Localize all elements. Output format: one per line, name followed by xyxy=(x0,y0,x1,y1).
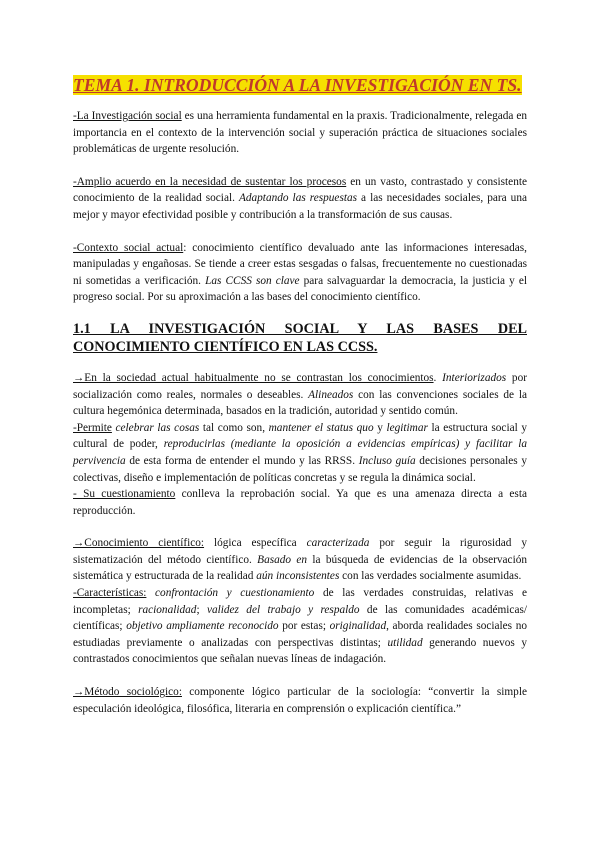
paragraph-caracteristicas: -Características: confrontación y cuestionamiento de las verdades construidas, relativas e incompletas; racionalidad; validez del trabajo y respaldo de las comunidades académicas/ científicas; objetivo ampliamente reconocido por estas; originalidad, aborda realidades sociales no estudiadas previamente o analizadas con perspectivas distintas; utilidad generando nuevos y contrastados conocimientos que señalan nuevas líneas de indagación. xyxy=(73,587,528,666)
paragraph-metodo-sociologico: →Método sociológico: componente lógico particular de la sociología: “convertir la simple especulación ideológica, filosófica, literaria en comprensión o explicación científica.” xyxy=(73,686,527,715)
paragraph-investigacion-social: -La Investigación social es una herramienta fundamental en la praxis. Tradicionalmente, relegada en importancia en el contexto de la intervención social y superación práctica de situaciones sociales problemáticas de urgente resolución. xyxy=(73,110,527,156)
paragraph-contexto-social: -Contexto social actual: conocimiento científico devaluado ante las informaciones interesadas, manipuladas y engañosas. Se tiende a creer estas sesgadas o falsas, frecuentemente no cuestionadas ni sometidas a verificación. Las CCSS son clave para salvaguardar la democracia, la justicia y el progreso social. Por su aproximación a las bases del conocimiento científico. xyxy=(73,241,527,304)
paragraph-permite: -Permite celebrar las cosas tal como son, mantener el status quo y legitimar la estructura social y cultural de poder, reproducirlas (mediante la oposición a evidencias empíricas) y facilitar la pervivencia de esta forma de entender el mundo y las RRSS. Incluso guía decisiones personales y colectivas, diseño e implementación de políticas concretas y se regula la dinámica social. xyxy=(73,421,527,484)
document-page xyxy=(73,68,527,717)
paragraph-sociedad-actual: →En la sociedad actual habitualmente no se contrastan los conocimientos. Interiorizados por socialización como reales, normales o deseables. Alineados con las convenciones sociales de la cultura hegemónica determinada, basados en la tradición, autoridad y sentido común. xyxy=(73,371,527,418)
paragraph-conocimiento-cientifico: →Conocimiento científico: lógica específica caracterizada por seguir la rigurosidad y sistematización del método científico. Basado en la búsqueda de evidencias de la observación sistemática y estructurada de la realidad aún inconsistentes con las verdades socialmente asumidas. xyxy=(73,537,528,583)
paragraph-cuestionamiento: - Su cuestionamiento conlleva la reprobación social. Ya que es una amenaza directa a esta reproducción. xyxy=(73,488,527,517)
section-heading: 1.1 LA INVESTIGACIÓN SOCIAL Y LAS BASES DEL CONOCIMIENTO CIENTÍFICO EN LAS CCSS. xyxy=(73,320,527,355)
paragraph-amplio-acuerdo: -Amplio acuerdo en la necesidad de sustentar los procesos en un vasto, contrastado y consistente conocimiento de la realidad social. Adaptando las respuestas a las necesidades sociales, para una mejor y mayor efectividad posible y contribución a la transformación de sus causas. xyxy=(73,175,527,221)
page-title: TEMA 1. INTRODUCCIÓN A LA INVESTIGACIÓN EN TS. xyxy=(73,75,522,95)
